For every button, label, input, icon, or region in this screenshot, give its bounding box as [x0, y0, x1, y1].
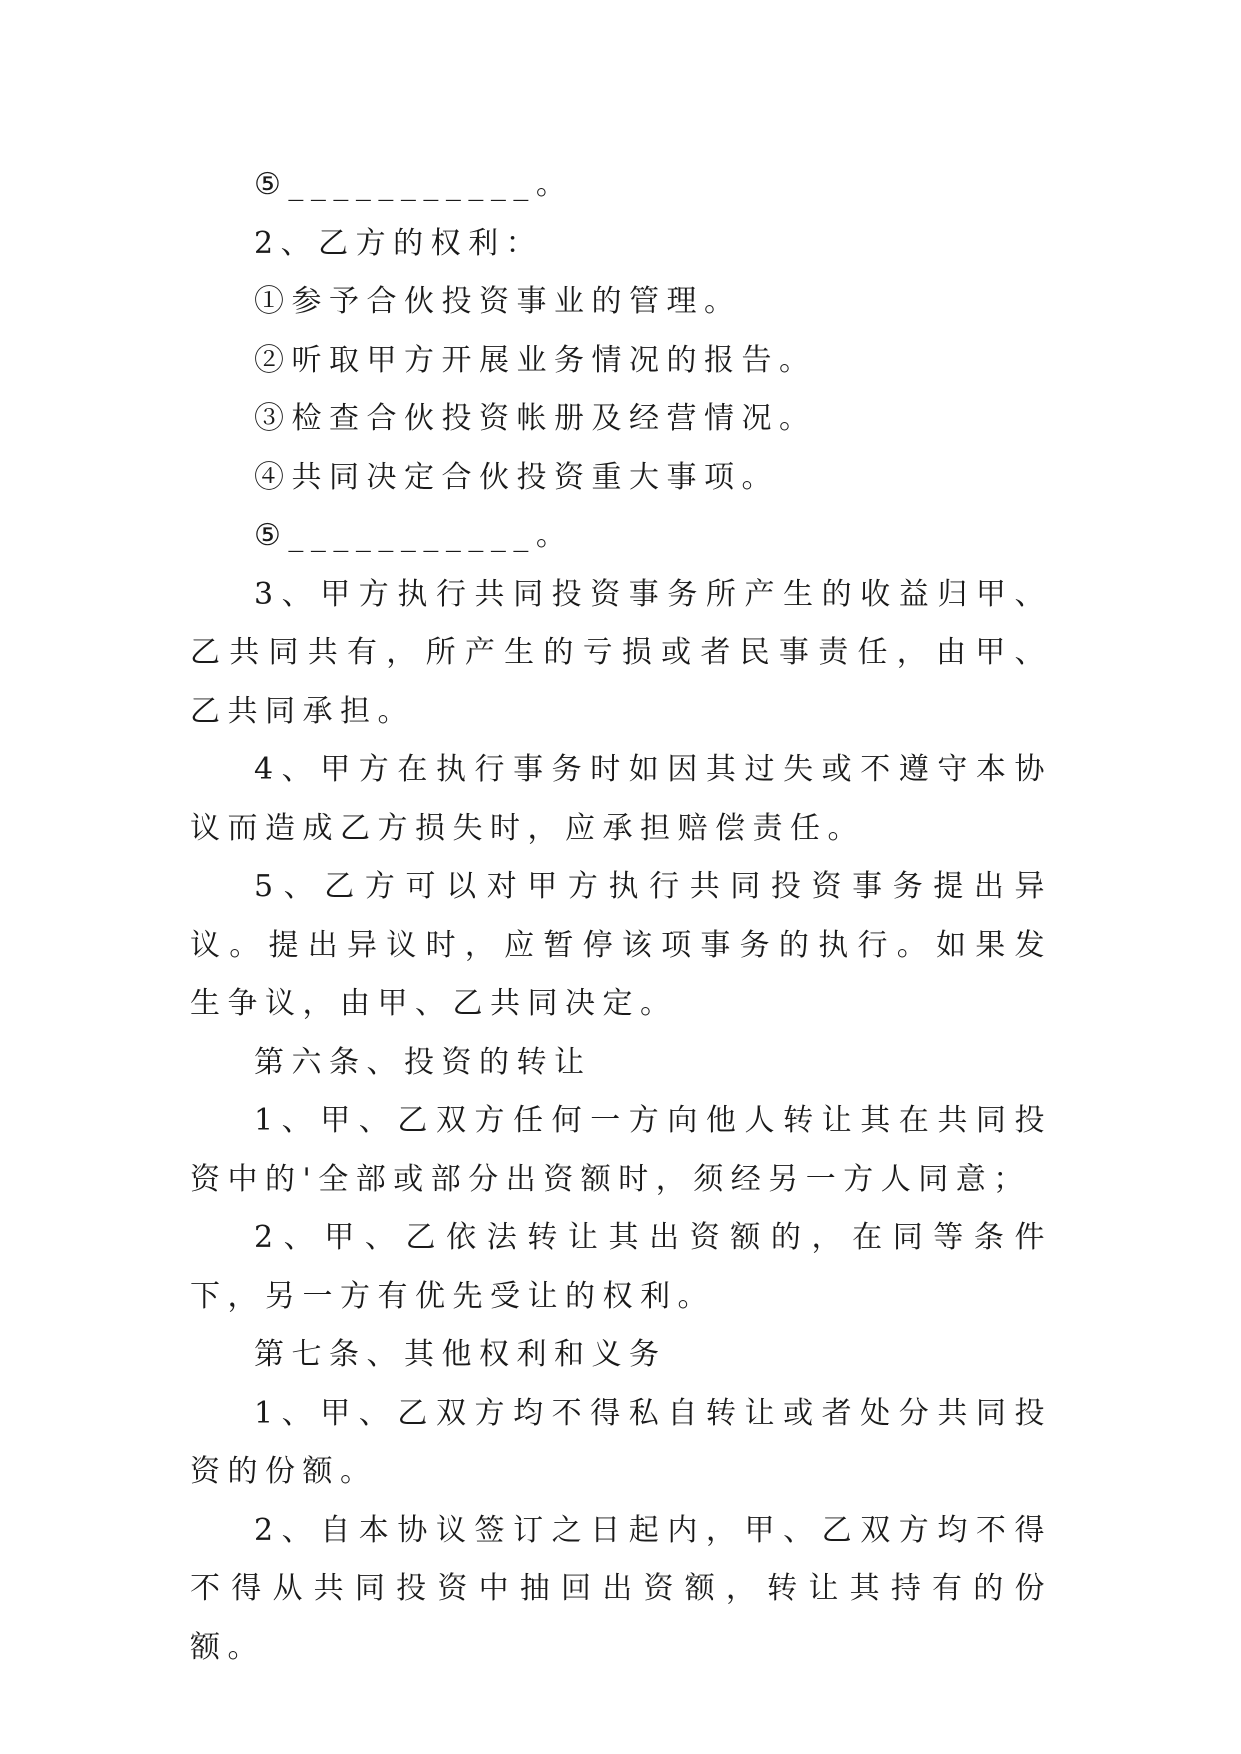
paragraph-item5-blank-a: ⑤___________。 — [254, 167, 574, 202]
paragraph-clause-3: 3、甲方执行共同投资事务所产生的收益归甲、乙共同共有，所产生的亏损或者民事责任，由甲、乙共同承担。 — [190, 576, 1052, 729]
paragraph-article7-clause-2: 2、自本协议签订之日起内，甲、乙双方均不得不得从共同投资中抽回出资额，转让其持有的份额。 — [190, 1512, 1052, 1665]
paragraph-clause-4: 4、甲方在执行事务时如因其过失或不遵守本协议而造成乙方损失时，应承担赔偿责任。 — [190, 752, 1052, 846]
paragraph-article6-clause-2: 2、甲、乙依法转让其出资额的，在同等条件下，另一方有优先受让的权利。 — [190, 1220, 1052, 1314]
paragraph-right-2: ②听取甲方开展业务情况的报告。 — [254, 342, 817, 378]
paragraph-article7-clause-1: 1、甲、乙双方均不得私自转让或者处分共同投资的份额。 — [190, 1395, 1052, 1489]
paragraph-right-3: ③检查合伙投资帐册及经营情况。 — [254, 401, 817, 436]
paragraph-item5-blank-b: ⑤___________。 — [254, 518, 574, 553]
paragraph-right-1: ①参予合伙投资事业的管理。 — [254, 284, 742, 319]
paragraph-right-4: ④共同决定合伙投资重大事项。 — [254, 459, 779, 495]
article-6-heading: 第六条、投资的转让 — [254, 1044, 592, 1080]
paragraph-clause-5: 5、乙方可以对甲方执行共同投资事务提出异议。提出异议时，应暂停该项事务的执行。如果发生争议，由甲、乙共同决定。 — [190, 869, 1052, 1021]
article-7-heading: 第七条、其他权利和义务 — [254, 1337, 667, 1372]
paragraph-article6-clause-1: 1、甲、乙双方任何一方向他人转让其在共同投资中的'全部或部分出资额时，须经另一方人同意； — [190, 1103, 1052, 1197]
document-body — [190, 156, 1052, 1677]
paragraph-party-b-rights-heading: 2、乙方的权利： — [254, 225, 544, 261]
